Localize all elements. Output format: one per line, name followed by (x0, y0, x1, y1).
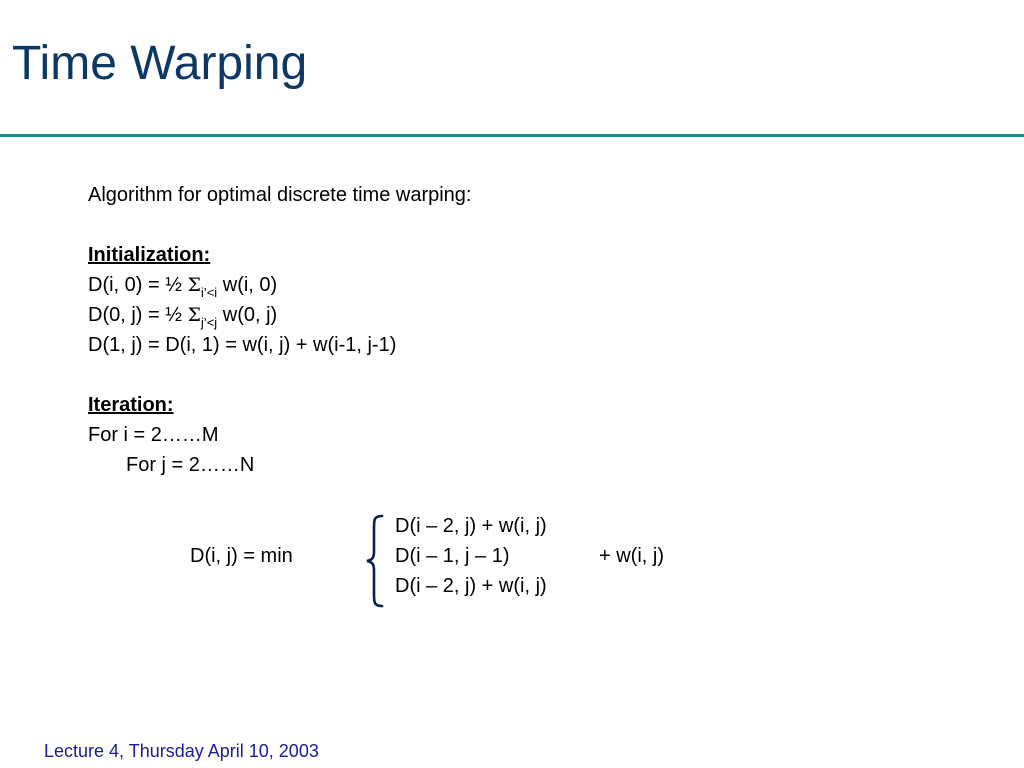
slide-body (88, 180, 471, 480)
init-line-2 (88, 300, 471, 330)
init-line-2-prefix: D(0, j) = ½ (88, 304, 188, 326)
title-divider (0, 134, 1024, 137)
slide-title: Time Warping (12, 37, 308, 90)
case-2-term: + w(i, j) (599, 545, 664, 567)
left-brace-icon (364, 514, 386, 608)
case-2: D(i – 1, j – 1) (395, 545, 510, 567)
intro-text: Algorithm for optimal discrete time warping: (88, 184, 472, 206)
init-line-1-suffix: w(i, 0) (217, 274, 278, 296)
init-line-1-prefix: D(i, 0) = ½ (88, 274, 188, 296)
slide-footer: Lecture 4, Thursday April 10, 2003 (44, 741, 319, 761)
init-line-1 (88, 270, 471, 300)
sigma-symbol: Σ (187, 274, 201, 296)
sigma-symbol: Σ (187, 304, 201, 326)
spacer (88, 210, 471, 240)
sum-subscript: i’<i (200, 285, 218, 300)
sum-subscript: j’<j (200, 315, 218, 330)
case-3: D(i – 2, j) + w(i, j) (395, 575, 547, 597)
initialization-heading: Initialization: (88, 244, 211, 266)
loop-outer: For i = 2……M (88, 424, 219, 446)
init-line-3: D(1, j) = D(i, 1) = w(i, j) + w(i-1, j-1) (88, 334, 397, 356)
loop-inner: For j = 2……N (126, 454, 255, 476)
spacer (88, 360, 471, 390)
init-line-2-suffix: w(0, j) (217, 304, 278, 326)
formula-lhs: D(i, j) = min (190, 545, 293, 567)
iteration-heading: Iteration: (88, 394, 174, 416)
case-1: D(i – 2, j) + w(i, j) (395, 515, 547, 537)
